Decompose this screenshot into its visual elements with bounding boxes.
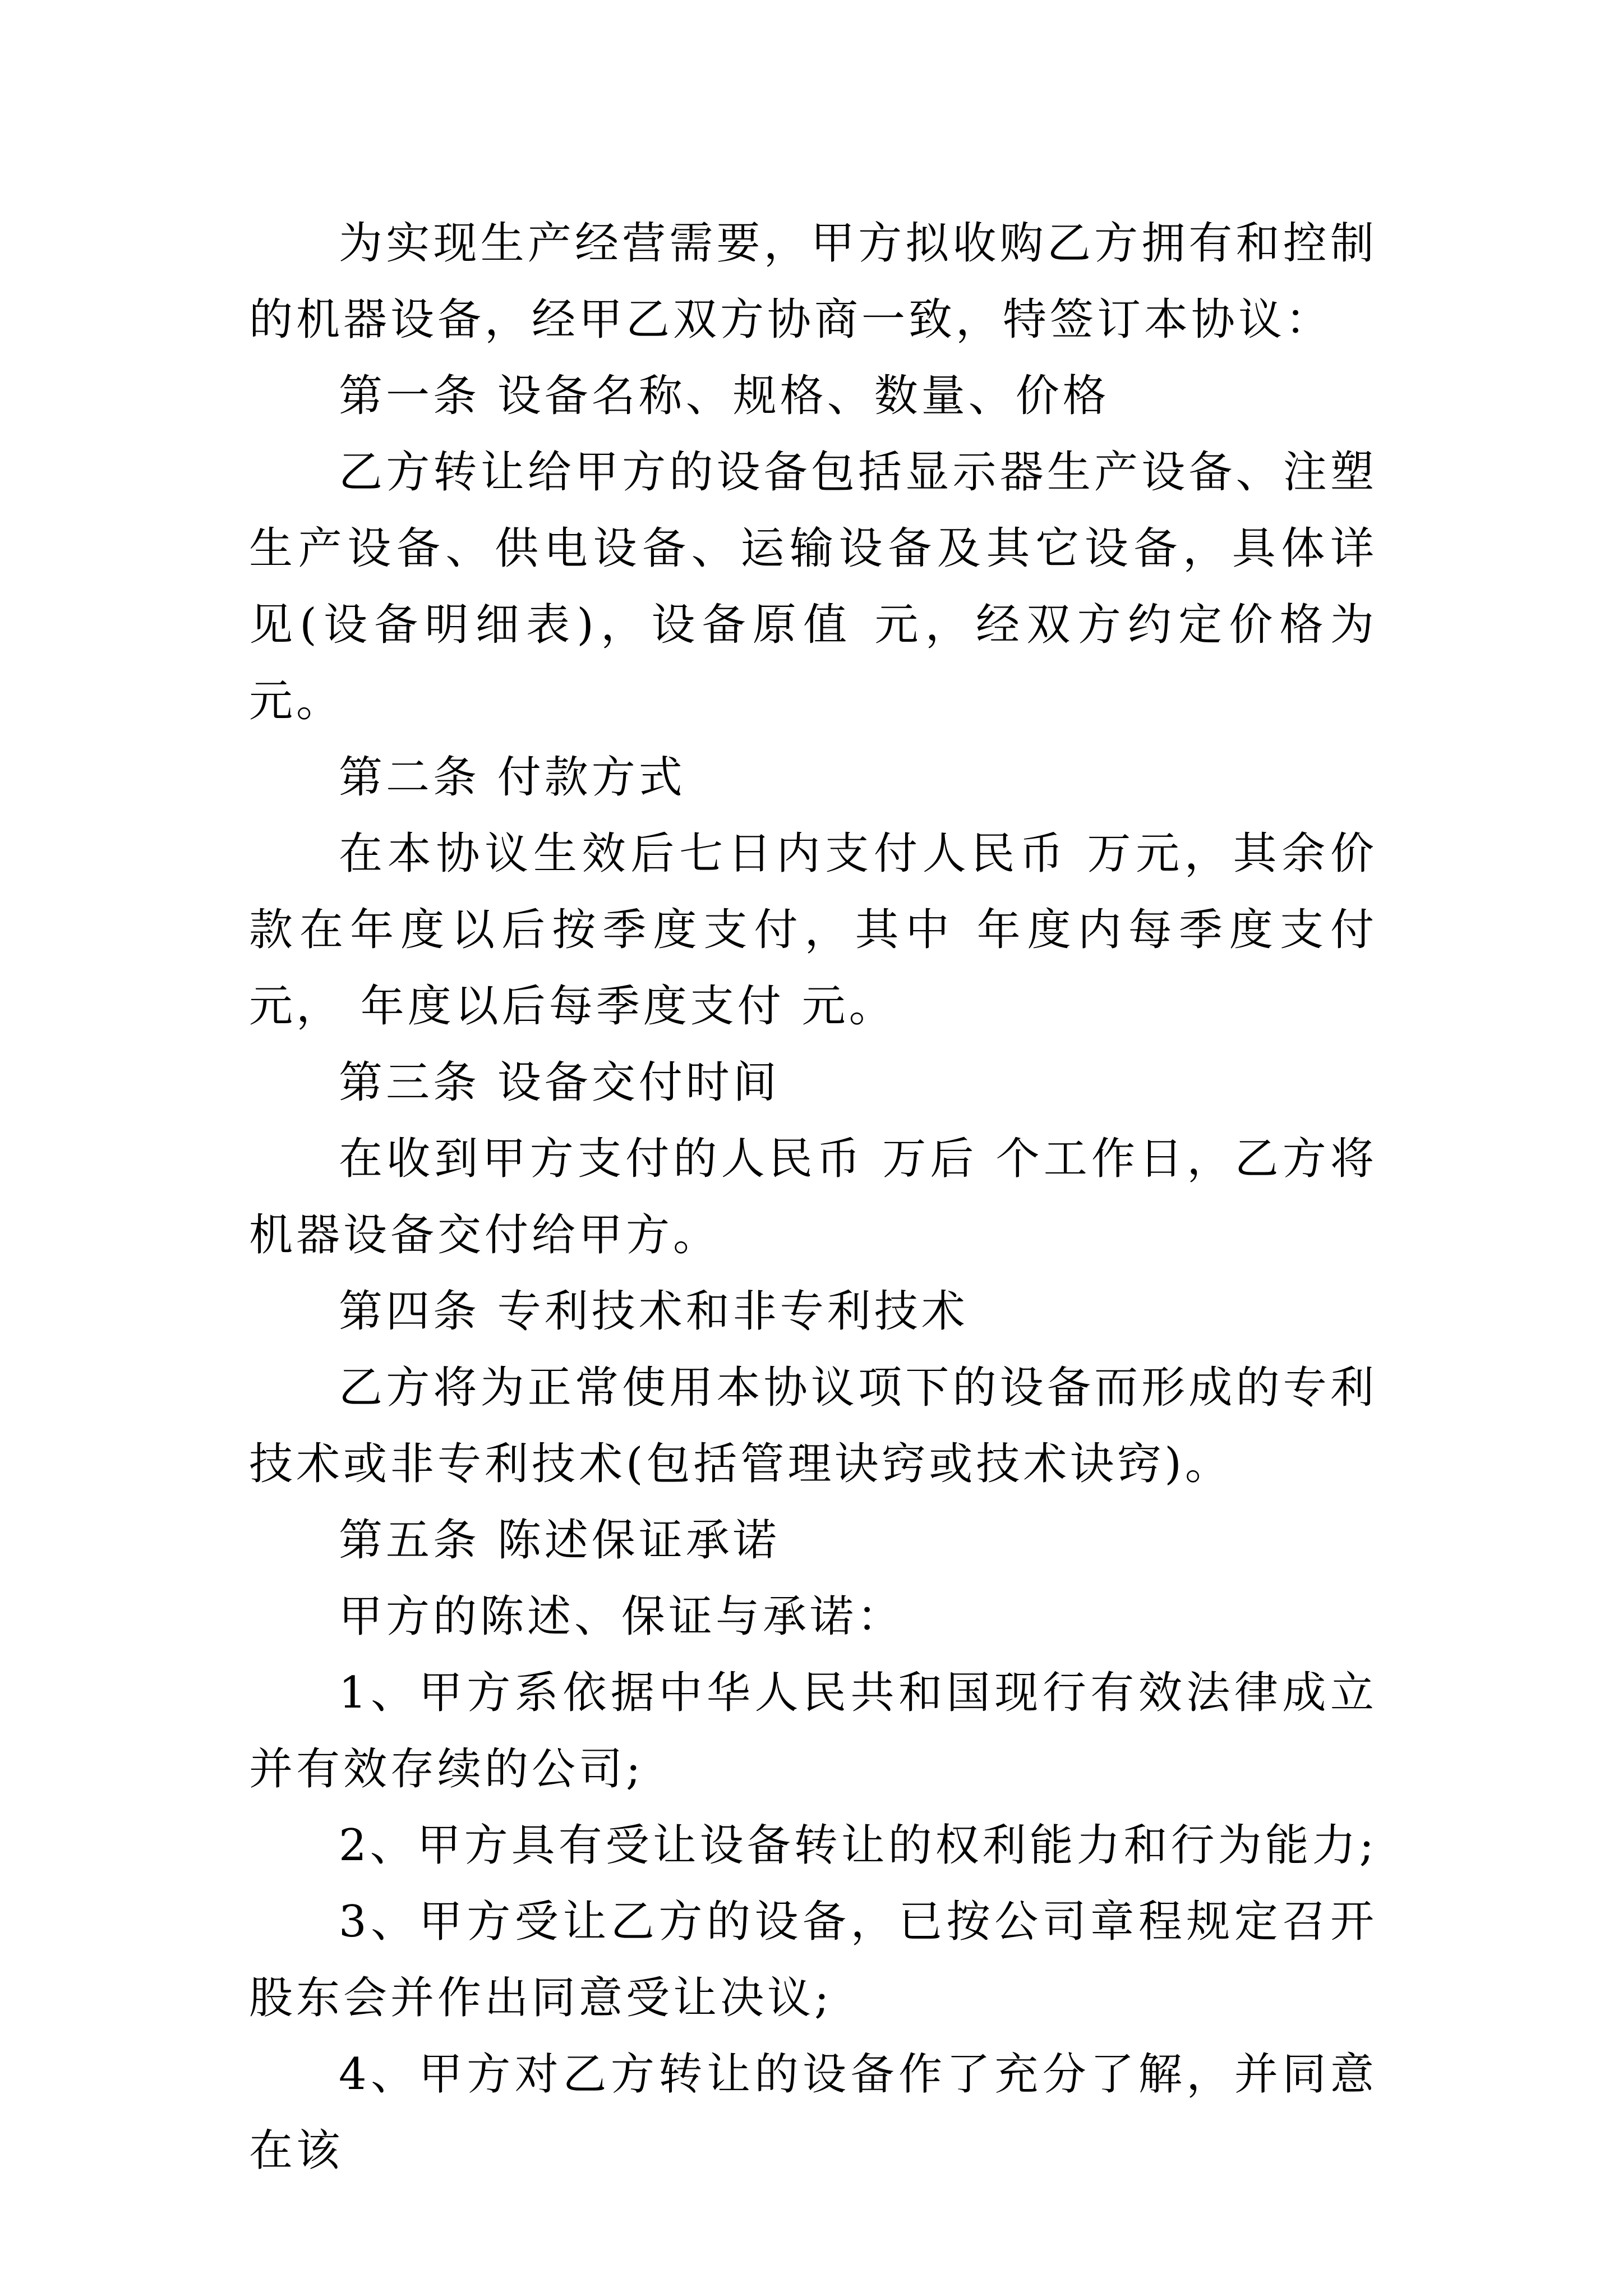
party-a-statement-heading: 甲方的陈述、保证与承诺：	[339, 1591, 905, 1642]
article-3-heading: 第三条 设备交付时间	[339, 1057, 780, 1108]
party-a-item-4: 4、甲方对乙方转让的设备作了充分了解，并同意在该	[249, 2049, 1377, 2176]
article-2-text: 在本协议生效后七日内支付人民币 万元，其余价款在年度以后按季度支付，其中 年度内每季度支付 元， 年度以后每季度支付 元。	[249, 829, 1377, 1032]
article-3-text: 在收到甲方支付的人民币 万后 个工作日，乙方将机器设备交付给甲方。	[249, 1134, 1377, 1260]
article-1-text: 乙方转让给甲方的设备包括显示器生产设备、注塑生产设备、供电设备、运输设备及其它设备，具体详见(设备明细表)，设备原值 元，经双方约定价格为 元。	[249, 447, 1377, 726]
article-4-text: 乙方将为正常使用本协议项下的设备而形成的专利技术或非专利技术(包括管理诀窍或技术诀窍)。	[249, 1363, 1377, 1489]
party-a-item-1: 1、甲方系依据中华人民共和国现行有效法律成立并有效存续的公司;	[249, 1668, 1377, 1795]
article-5-heading: 第五条 陈述保证承诺	[339, 1515, 780, 1566]
article-1-heading: 第一条 设备名称、规格、数量、价格	[339, 371, 1110, 421]
document-body	[249, 205, 1377, 2189]
party-a-item-3: 3、甲方受让乙方的设备，已按公司章程规定召开股东会并作出同意受让决议;	[249, 1897, 1377, 2023]
party-a-item-2: 2、甲方具有受让设备转让的权利能力和行为能力;	[339, 1820, 1377, 1871]
article-2-heading: 第二条 付款方式	[339, 752, 686, 803]
article-4-heading: 第四条 专利技术和非专利技术	[339, 1286, 969, 1337]
paragraph-intro: 为实现生产经营需要，甲方拟收购乙方拥有和控制的机器设备，经甲乙双方协商一致，特签订本协议：	[249, 218, 1377, 345]
